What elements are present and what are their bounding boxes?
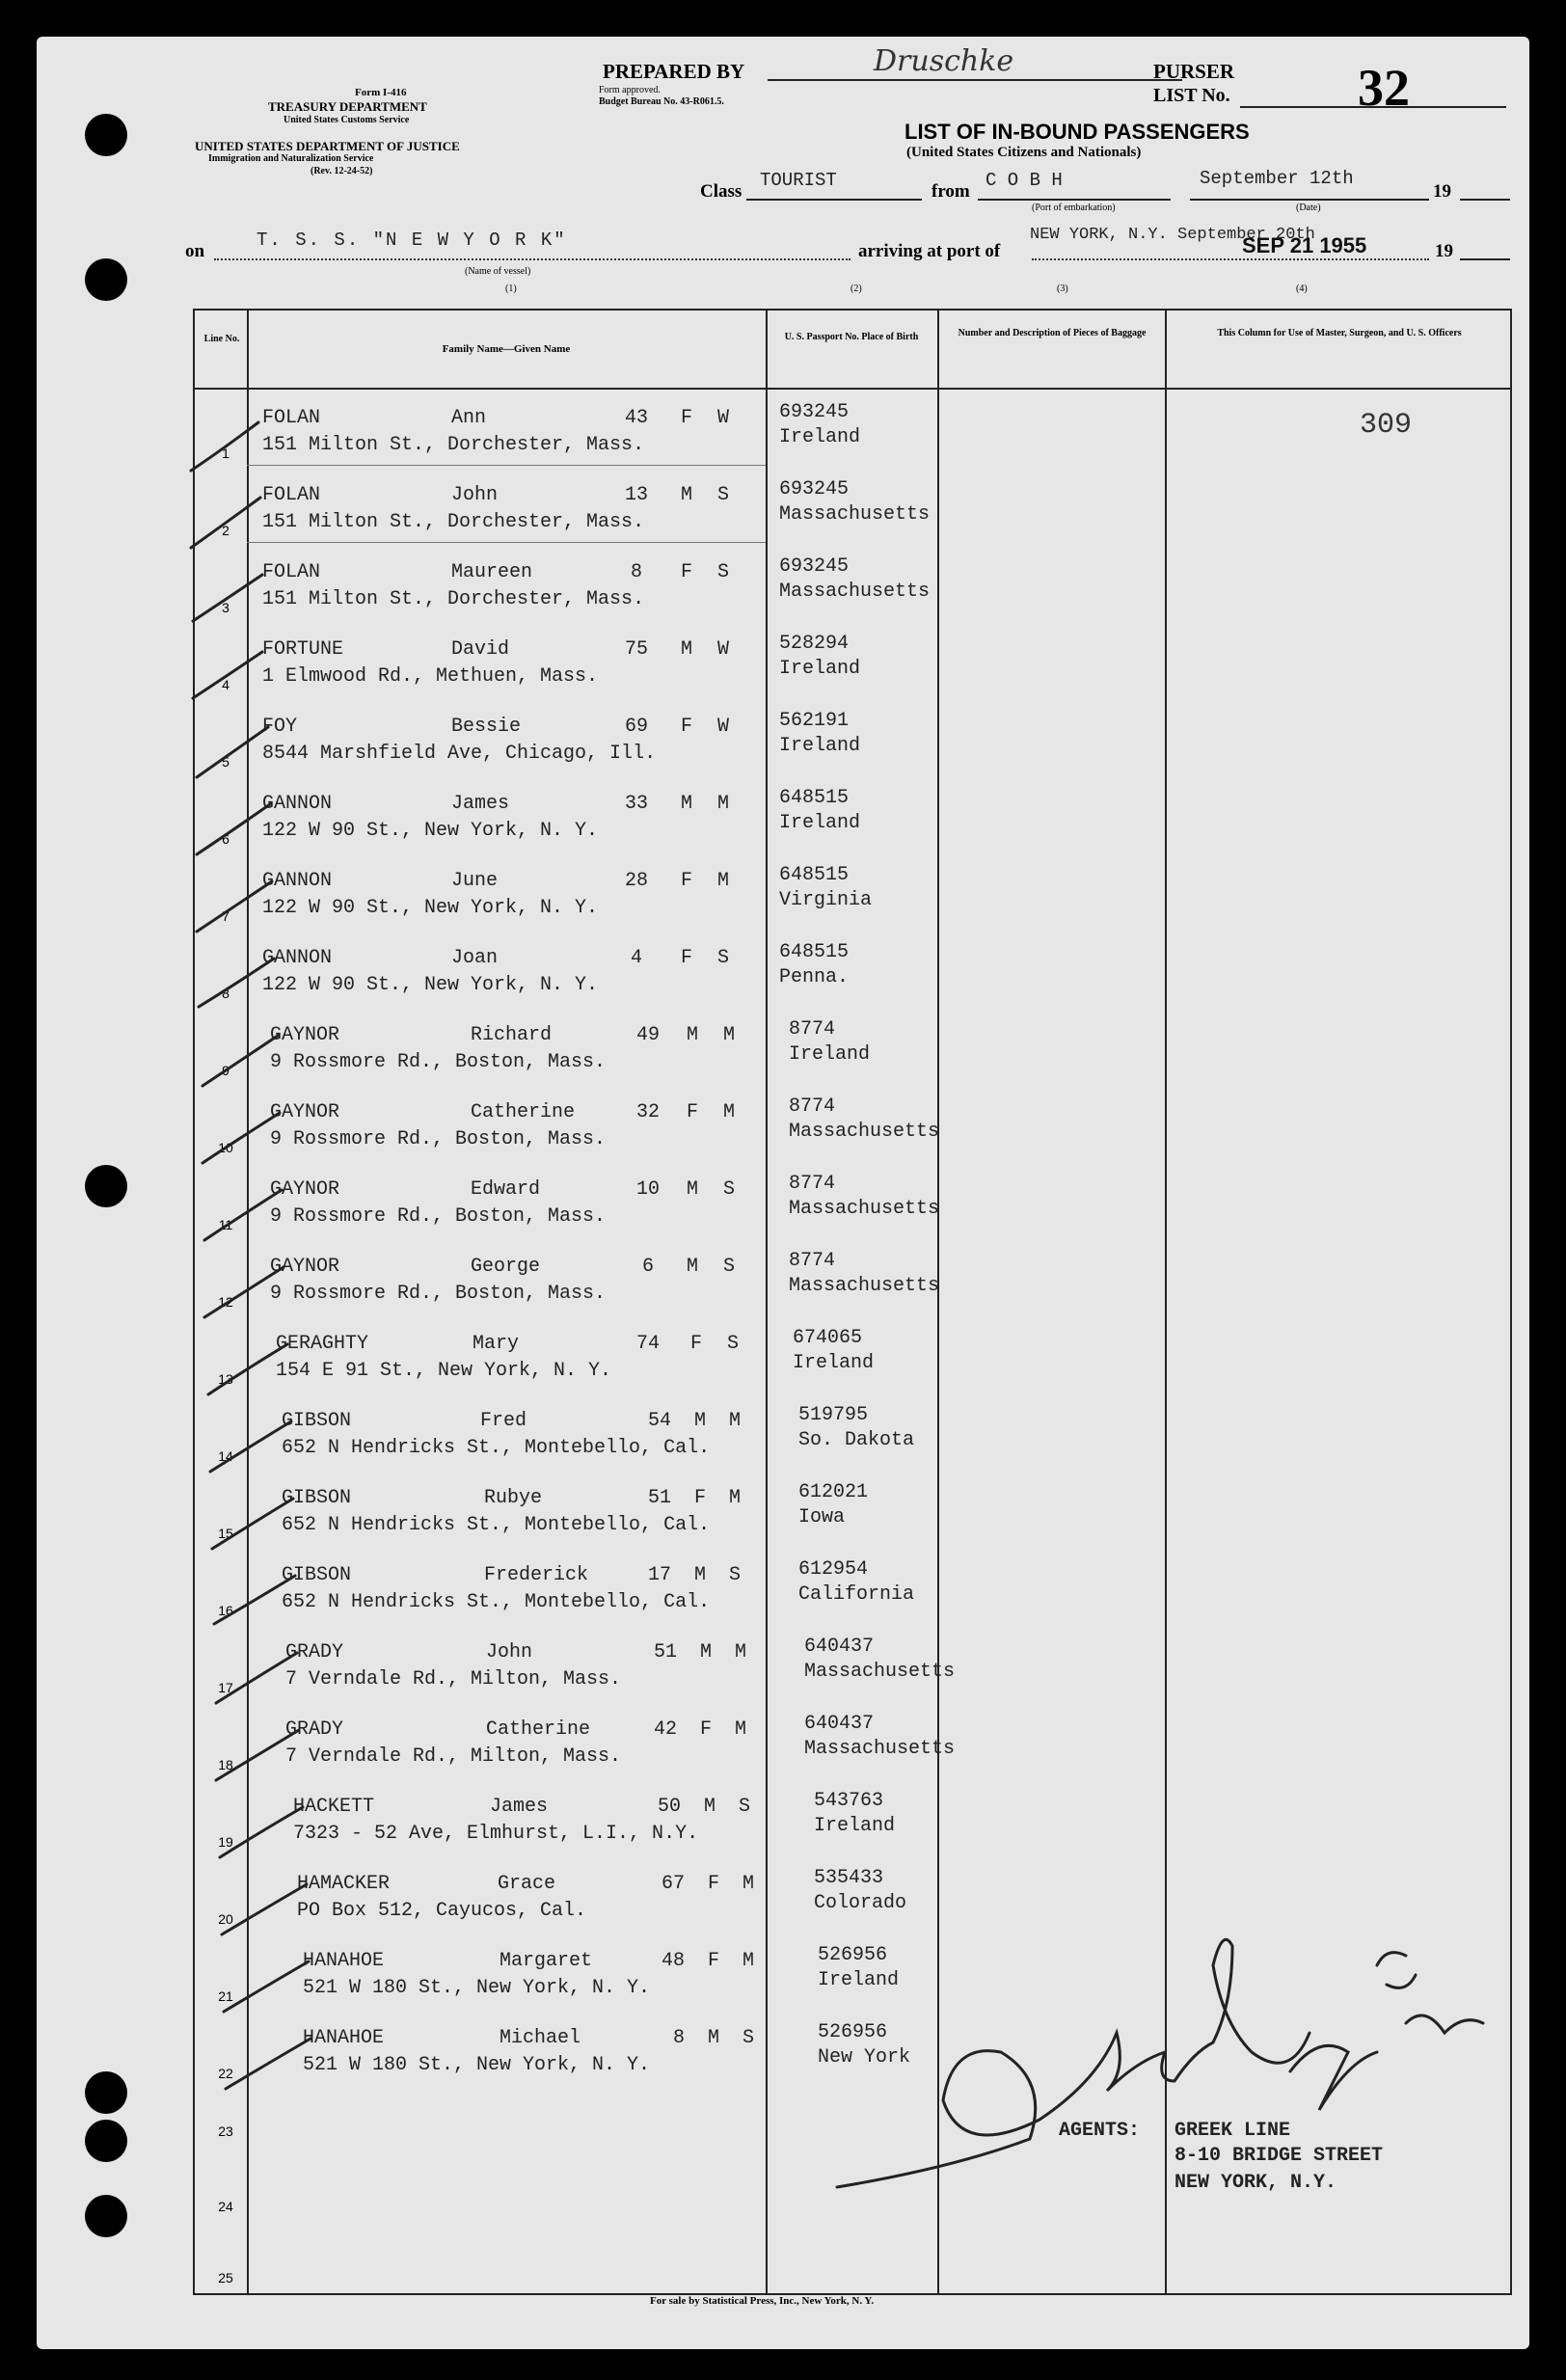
given-name: James — [490, 1796, 549, 1818]
form-id: Form I-416 — [355, 87, 407, 98]
dept-treasury: TREASURY DEPARTMENT — [268, 99, 427, 114]
address: 9 Rossmore Rd., Boston, Mass. — [270, 1283, 607, 1305]
sex: M — [687, 1024, 699, 1046]
line-number: 14 — [218, 1448, 233, 1464]
birthplace: Penna. — [779, 966, 850, 988]
list-number: 32 — [1358, 59, 1410, 117]
line-number: 23 — [218, 2123, 233, 2139]
age: 74 — [636, 1333, 661, 1355]
age: 69 — [625, 716, 649, 738]
address: 7323 - 52 Ave, Elmhurst, L.I., N.Y. — [293, 1823, 699, 1845]
given-name: James — [451, 793, 510, 815]
given-name: Bessie — [451, 716, 522, 738]
line-number: 18 — [218, 1757, 233, 1772]
given-name: Grace — [498, 1873, 556, 1895]
passport-no: 535433 — [814, 1867, 884, 1889]
sex: F — [681, 561, 693, 583]
birthplace: Ireland — [779, 812, 861, 834]
given-name: John — [486, 1641, 533, 1663]
header-baggage: Number and Description of Pieces of Baggage — [958, 328, 1147, 338]
manifest-title: LIST OF IN-BOUND PASSENGERS — [904, 120, 1250, 144]
address: PO Box 512, Cayucos, Cal. — [297, 1900, 587, 1922]
line-number: 21 — [218, 1988, 233, 2004]
sex: F — [681, 407, 693, 429]
officer-signature — [808, 1888, 1502, 2197]
officer-note: 309 — [1360, 409, 1413, 442]
line-number: 16 — [218, 1603, 233, 1618]
line-number: 15 — [218, 1526, 233, 1541]
family-name: GANNON — [262, 947, 333, 969]
age: 17 — [648, 1564, 672, 1586]
given-name: Edward — [471, 1178, 541, 1201]
sex: M — [687, 1256, 699, 1278]
line-number: 5 — [222, 754, 230, 770]
sex: F — [681, 716, 693, 738]
sex: F — [700, 1718, 713, 1741]
passport-no: 528294 — [779, 633, 850, 655]
on-label: on — [185, 241, 205, 261]
line-number: 17 — [218, 1680, 233, 1695]
family-name: GANNON — [262, 870, 333, 892]
given-name: Mary — [472, 1333, 520, 1355]
passport-no: 562191 — [779, 710, 850, 732]
caption-2: (2) — [850, 284, 862, 294]
family-name: FOLAN — [262, 484, 321, 506]
birthplace: Ireland — [793, 1352, 875, 1374]
birthplace: Massachusetts — [779, 503, 931, 526]
address: 9 Rossmore Rd., Boston, Mass. — [270, 1128, 607, 1150]
birthplace: Ireland — [779, 426, 861, 448]
line-number: 24 — [218, 2199, 233, 2214]
punch-hole — [85, 114, 127, 156]
prepared-by-line — [768, 79, 1182, 81]
given-name: Ann — [451, 407, 487, 429]
given-name: June — [451, 870, 499, 892]
line-number: 11 — [218, 1217, 233, 1232]
punch-hole — [85, 1165, 127, 1207]
dept-treasury-sub: United States Customs Service — [284, 115, 410, 125]
birthplace: Ireland — [818, 1969, 900, 1991]
passport-no: 8774 — [789, 1095, 836, 1118]
marital-status: M — [729, 1410, 742, 1432]
sex: M — [681, 484, 693, 506]
family-name: GERAGHTY — [276, 1333, 369, 1355]
given-name: Rubye — [484, 1487, 543, 1509]
birthplace: Ireland — [779, 658, 861, 680]
marital-status: W — [717, 407, 730, 429]
age: 8 — [631, 561, 643, 583]
age: 28 — [625, 870, 649, 892]
age: 51 — [654, 1641, 678, 1663]
age: 75 — [625, 638, 649, 661]
sex: F — [708, 1873, 720, 1895]
line-number: 7 — [222, 908, 230, 924]
marital-status: M — [742, 1950, 755, 1972]
header-passport: U. S. Passport No. Place of Birth — [784, 332, 919, 342]
marital-status: S — [727, 1333, 740, 1355]
marital-status: M — [723, 1024, 736, 1046]
arrival-stamp: SEP 21 1955 — [1242, 233, 1367, 257]
given-name: Frederick — [484, 1564, 589, 1586]
birthplace: Ireland — [779, 735, 861, 757]
marital-status: S — [723, 1178, 736, 1201]
vessel-name: T. S. S. "N E W Y O R K" — [256, 230, 567, 251]
dept-justice: UNITED STATES DEPARTMENT OF JUSTICE — [195, 139, 460, 153]
line-number: 19 — [218, 1834, 233, 1850]
line-number: 25 — [218, 2270, 233, 2285]
vessel-line — [214, 258, 850, 260]
sex: F — [681, 947, 693, 969]
birthplace: Massachusetts — [804, 1661, 956, 1683]
family-name: GAYNOR — [270, 1178, 340, 1201]
family-name: FOY — [262, 716, 298, 738]
class-value: TOURIST — [760, 170, 837, 191]
passport-no: 612954 — [798, 1558, 869, 1581]
agents-line-1: GREEK LINE — [1174, 2120, 1291, 2142]
birthplace: Massachusetts — [789, 1121, 940, 1143]
age: 67 — [662, 1873, 686, 1895]
address: 122 W 90 St., New York, N. Y. — [262, 974, 599, 996]
family-name: FOLAN — [262, 407, 321, 429]
given-name: George — [471, 1256, 541, 1278]
birthplace: Virginia — [779, 889, 873, 911]
family-name: GAYNOR — [270, 1256, 340, 1278]
family-name: HANAHOE — [303, 2027, 385, 2049]
header-line-no: Line No. — [203, 334, 240, 344]
age: 32 — [636, 1101, 661, 1123]
address: 652 N Hendricks St., Montebello, Cal. — [282, 1437, 711, 1459]
port-arrival-line — [1032, 258, 1429, 260]
passport-no: 8774 — [789, 1173, 836, 1195]
family-name: HANAHOE — [303, 1950, 385, 1972]
passport-no: 526956 — [818, 1944, 888, 1966]
marital-status: W — [717, 638, 730, 661]
age: 43 — [625, 407, 649, 429]
sex: F — [694, 1487, 707, 1509]
marital-status: S — [717, 484, 730, 506]
marital-status: S — [717, 947, 730, 969]
sex: F — [681, 870, 693, 892]
line-number: 20 — [218, 1911, 233, 1927]
age: 13 — [625, 484, 649, 506]
departure-date: September 12th — [1200, 168, 1354, 189]
caption-3: (3) — [1057, 284, 1068, 294]
passport-no: 648515 — [779, 941, 850, 963]
birthplace: California — [798, 1583, 915, 1606]
family-name: GAYNOR — [270, 1024, 340, 1046]
passport-no: 648515 — [779, 864, 850, 886]
agents-label: AGENTS: — [1059, 2120, 1141, 2142]
vessel-caption: (Name of vessel) — [465, 266, 531, 277]
address: 1 Elmwood Rd., Methuen, Mass. — [262, 665, 599, 688]
family-name: HACKETT — [293, 1796, 375, 1818]
passport-no: 693245 — [779, 478, 850, 500]
agents-line-2: 8-10 BRIDGE STREET — [1174, 2145, 1384, 2167]
purser-label: PURSER — [1153, 60, 1235, 83]
passport-no: 640437 — [804, 1713, 875, 1735]
address: 151 Milton St., Dorchester, Mass. — [262, 511, 645, 533]
passport-no: 693245 — [779, 401, 850, 423]
age: 33 — [625, 793, 649, 815]
address: 122 W 90 St., New York, N. Y. — [262, 820, 599, 842]
manifest-subtitle: (United States Citizens and Nationals) — [906, 145, 1142, 160]
year-line — [1460, 199, 1510, 201]
port-embarkation: C O B H — [986, 170, 1063, 191]
passport-no: 648515 — [779, 787, 850, 809]
line-number: 13 — [218, 1371, 233, 1387]
given-name: Catherine — [486, 1718, 591, 1741]
age: 8 — [673, 2027, 686, 2049]
marital-status: S — [742, 2027, 755, 2049]
address: 7 Verndale Rd., Milton, Mass. — [285, 1745, 622, 1768]
address: 9 Rossmore Rd., Boston, Mass. — [270, 1051, 607, 1073]
age: 49 — [636, 1024, 661, 1046]
address: 521 W 180 St., New York, N. Y. — [303, 1977, 651, 1999]
passport-no: 693245 — [779, 555, 850, 578]
header-bottom-line — [193, 388, 1510, 390]
birthplace: Ireland — [789, 1043, 871, 1066]
marital-status: S — [723, 1256, 736, 1278]
address: 151 Milton St., Dorchester, Mass. — [262, 588, 645, 610]
prepared-by-signature: Druschke — [874, 44, 1014, 78]
line-number: 9 — [222, 1063, 230, 1078]
family-name: GRADY — [285, 1718, 344, 1741]
dept-justice-sub: Immigration and Naturalization Service — [208, 153, 374, 164]
given-name: Richard — [471, 1024, 553, 1046]
birthplace: Massachusetts — [789, 1198, 940, 1220]
marital-status: S — [739, 1796, 751, 1818]
printer-footer: For sale by Statistical Press, Inc., New York, N. Y. — [650, 2295, 875, 2307]
passport-no: 674065 — [793, 1327, 863, 1349]
given-name: David — [451, 638, 510, 661]
from-line — [978, 199, 1171, 201]
sex: M — [681, 638, 693, 661]
given-name: Margaret — [500, 1950, 593, 1972]
line-number: 22 — [218, 2066, 233, 2081]
prepared-by-label: PREPARED BY — [603, 60, 745, 83]
header-name: Family Name—Given Name — [442, 343, 571, 355]
year-label-2: 19 — [1435, 241, 1453, 261]
given-name: Fred — [480, 1410, 527, 1432]
birthplace: Colorado — [814, 1892, 907, 1914]
passport-no: 519795 — [798, 1404, 869, 1426]
col-sep-name — [766, 309, 768, 2293]
from-label: from — [932, 181, 970, 202]
marital-status: M — [742, 1873, 755, 1895]
marital-status: S — [729, 1564, 742, 1586]
caption-1: (1) — [505, 284, 517, 294]
sex: M — [704, 1796, 716, 1818]
address: 122 W 90 St., New York, N. Y. — [262, 897, 599, 919]
birthplace: Massachusetts — [779, 581, 931, 603]
sex: M — [700, 1641, 713, 1663]
family-name: FOLAN — [262, 561, 321, 583]
marital-status: W — [717, 716, 730, 738]
age: 4 — [631, 947, 643, 969]
line-number: 10 — [218, 1140, 233, 1155]
caption-4: (4) — [1296, 284, 1308, 294]
marital-status: M — [717, 870, 730, 892]
address: 151 Milton St., Dorchester, Mass. — [262, 434, 645, 456]
header-officers: This Column for Use of Master, Surgeon, and U. S. Officers — [1217, 328, 1462, 338]
manifest-page — [37, 37, 1529, 2349]
passport-no: 8774 — [789, 1250, 836, 1272]
birthplace: Massachusetts — [804, 1738, 956, 1760]
list-no-label: LIST No. — [1153, 85, 1230, 106]
line-number: 8 — [222, 986, 230, 1001]
given-name: John — [451, 484, 499, 506]
date-line — [1190, 199, 1429, 201]
age: 6 — [642, 1256, 655, 1278]
class-label: Class — [700, 181, 742, 202]
marital-status: M — [729, 1487, 742, 1509]
family-name: GANNON — [262, 793, 333, 815]
passport-no: 543763 — [814, 1790, 884, 1812]
check-marks — [181, 403, 336, 2149]
age: 48 — [662, 1950, 686, 1972]
port-embarkation-caption: (Port of embarkation) — [1032, 203, 1116, 213]
marital-status: M — [735, 1641, 747, 1663]
sex: M — [687, 1178, 699, 1201]
line-number: 2 — [222, 523, 230, 538]
given-name: Catherine — [471, 1101, 576, 1123]
punch-hole — [85, 2071, 127, 2114]
line-number: 3 — [222, 600, 230, 615]
punch-hole — [85, 2120, 127, 2162]
birthplace: Iowa — [798, 1506, 846, 1528]
family-name: GIBSON — [282, 1487, 352, 1509]
sex: M — [681, 793, 693, 815]
given-name: Joan — [451, 947, 499, 969]
birthplace: Ireland — [814, 1815, 896, 1837]
age: 51 — [648, 1487, 672, 1509]
budget-bureau: Budget Bureau No. 43-R061.5. — [599, 96, 724, 107]
address: 652 N Hendricks St., Montebello, Cal. — [282, 1591, 711, 1613]
birthplace: Massachusetts — [789, 1275, 940, 1297]
sex: F — [687, 1101, 699, 1123]
punch-hole — [85, 258, 127, 301]
marital-status: M — [717, 793, 730, 815]
form-revision: (Rev. 12-24-52) — [310, 166, 373, 176]
passport-no: 526956 — [818, 2021, 888, 2043]
port-arrival: NEW YORK, N.Y. September 20th — [1030, 226, 1315, 244]
age: 50 — [658, 1796, 682, 1818]
year-label: 19 — [1433, 181, 1451, 202]
passport-no: 612021 — [798, 1481, 869, 1503]
passport-no: 640437 — [804, 1636, 875, 1658]
address: 154 E 91 St., New York, N. Y. — [276, 1360, 612, 1382]
sex: F — [690, 1333, 703, 1355]
age: 42 — [654, 1718, 678, 1741]
marital-status: M — [735, 1718, 747, 1741]
line-number: 6 — [222, 831, 230, 847]
date-caption: (Date) — [1296, 203, 1321, 213]
family-name: GAYNOR — [270, 1101, 340, 1123]
family-name: FORTUNE — [262, 638, 344, 661]
address: 652 N Hendricks St., Montebello, Cal. — [282, 1514, 711, 1536]
class-line — [746, 199, 922, 201]
family-name: GIBSON — [282, 1410, 352, 1432]
birthplace: So. Dakota — [798, 1429, 915, 1451]
line-number: 1 — [222, 446, 230, 461]
age: 10 — [636, 1178, 661, 1201]
birthplace: New York — [818, 2046, 911, 2069]
address: 7 Verndale Rd., Milton, Mass. — [285, 1668, 622, 1690]
sex: M — [694, 1410, 707, 1432]
line-number: 4 — [222, 677, 230, 692]
sex: F — [708, 1950, 720, 1972]
age: 54 — [648, 1410, 672, 1432]
year-line-2 — [1460, 258, 1510, 260]
given-name: Maureen — [451, 561, 533, 583]
address: 9 Rossmore Rd., Boston, Mass. — [270, 1205, 607, 1228]
arriving-label: arriving at port of — [858, 241, 1001, 261]
family-name: GRADY — [285, 1641, 344, 1663]
family-name: HAMACKER — [297, 1873, 391, 1895]
address: 521 W 180 St., New York, N. Y. — [303, 2054, 651, 2076]
family-name: GIBSON — [282, 1564, 352, 1586]
marital-status: S — [717, 561, 730, 583]
form-approved: Form approved. — [599, 85, 661, 95]
agents-line-3: NEW YORK, N.Y. — [1174, 2172, 1337, 2194]
marital-status: M — [723, 1101, 736, 1123]
passport-no: 8774 — [789, 1018, 836, 1041]
line-number: 12 — [218, 1294, 233, 1310]
given-name: Michael — [500, 2027, 581, 2049]
sex: M — [708, 2027, 720, 2049]
address: 8544 Marshfield Ave, Chicago, Ill. — [262, 743, 657, 765]
sex: M — [694, 1564, 707, 1586]
punch-hole — [85, 2195, 127, 2237]
